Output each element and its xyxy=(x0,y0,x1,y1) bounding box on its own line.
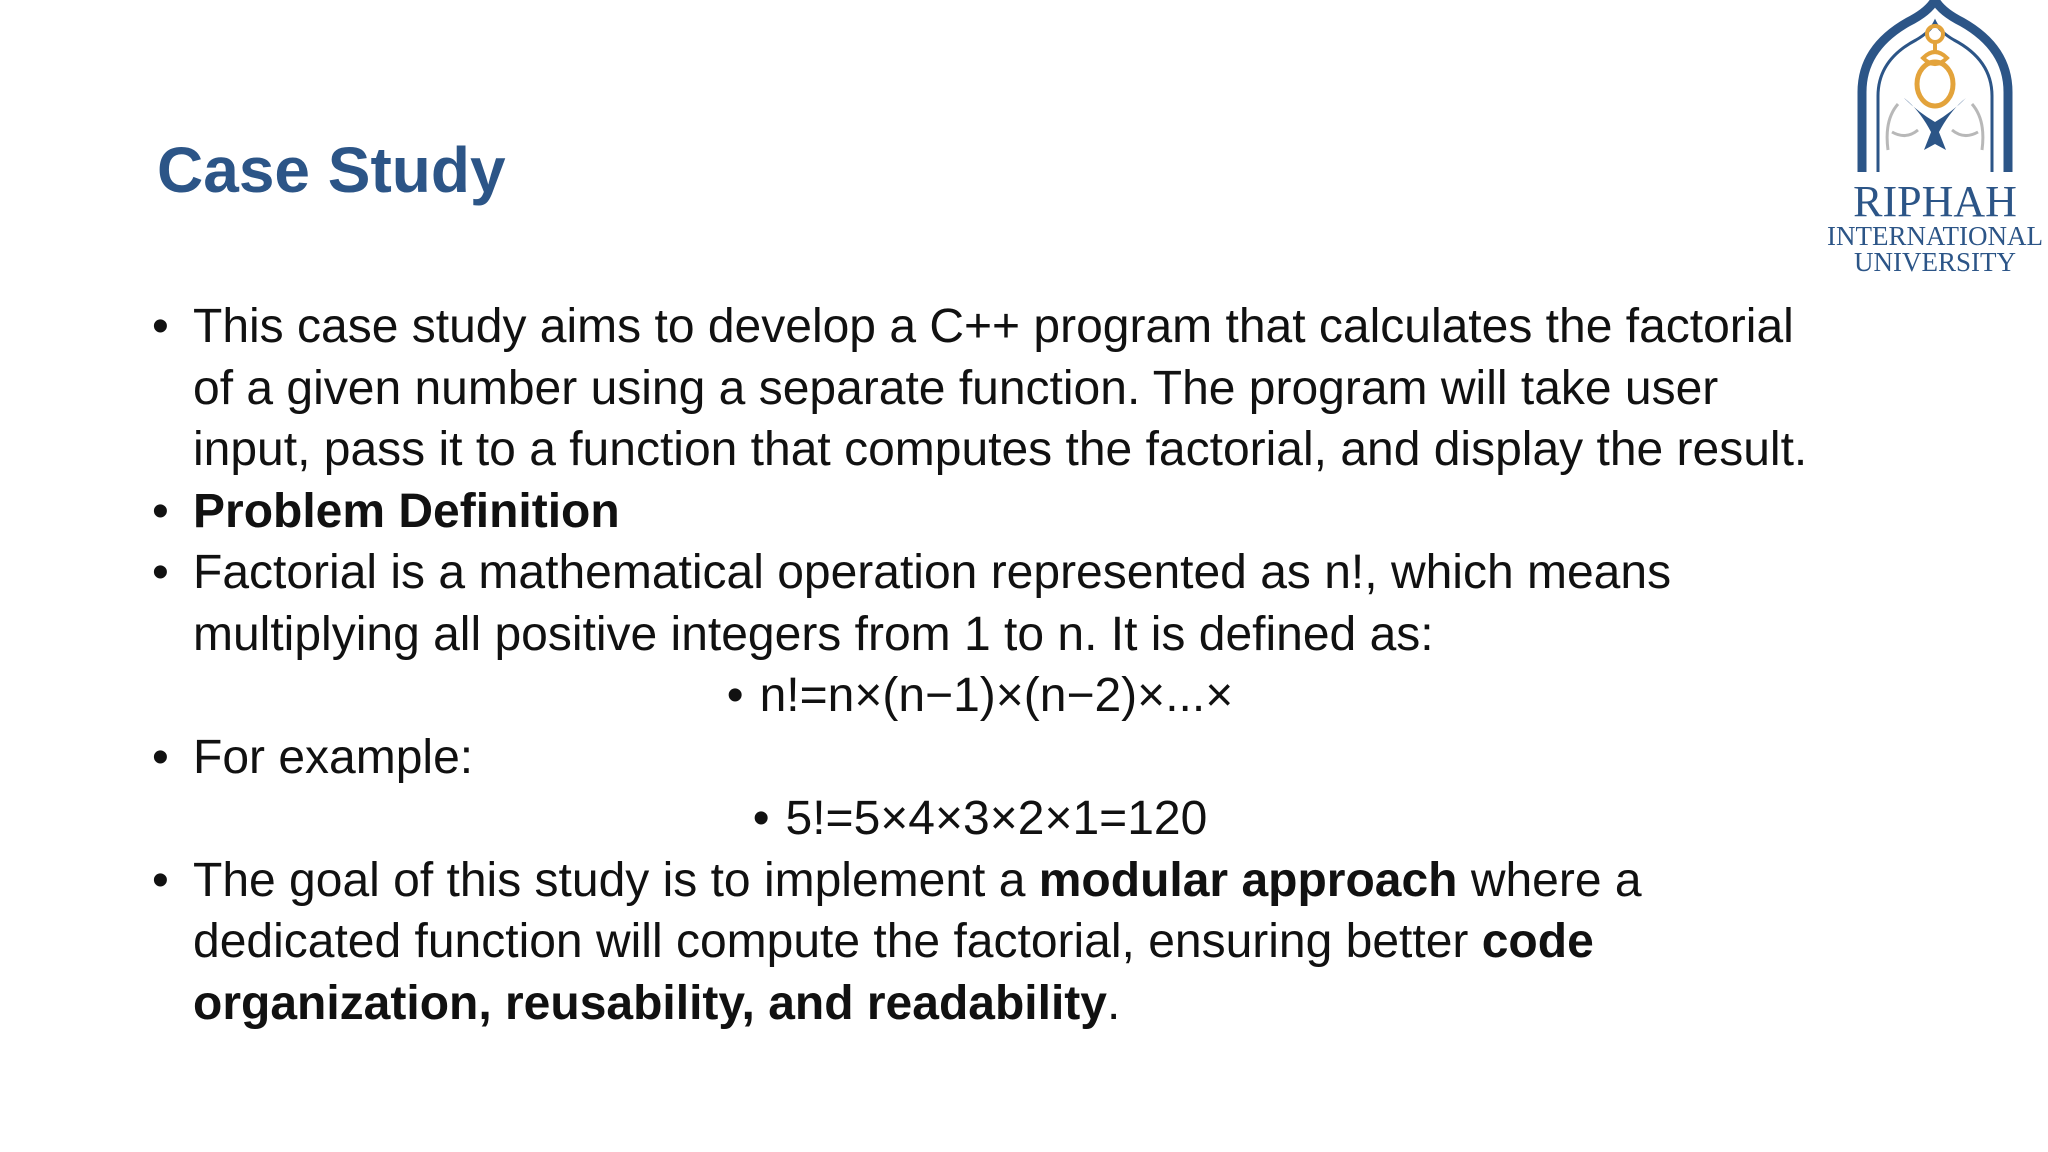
slide-title: Case Study xyxy=(157,134,506,206)
goal-bold-benefits: code organization, reusability, and readability xyxy=(193,915,1594,1030)
bullet-icon: • xyxy=(152,484,169,538)
list-item-goal xyxy=(150,850,1810,1035)
goal-suffix: . xyxy=(1106,976,1121,1030)
list-item-problem-heading xyxy=(150,481,1810,543)
goal-prefix: The goal of this study is to implement a xyxy=(193,853,1039,907)
bullet-icon: • xyxy=(752,792,770,845)
logo-subtitle-line2: UNIVERSITY xyxy=(1854,247,2016,277)
logo-subtitle-line1: INTERNATIONAL xyxy=(1827,221,2043,251)
bullet-list xyxy=(150,296,1810,1034)
example-label: For example: xyxy=(193,730,474,784)
goal-bold-modular: modular approach xyxy=(1038,853,1458,907)
intro-text: This case study aims to develop a C++ program that calculates the factorial of a given number using a separate function. The program will take user input, pass it to a function that computes the factorial, and display the result. xyxy=(193,300,1808,476)
goal-middle: where a dedicated function will compute the factorial, ensuring better xyxy=(193,853,1642,968)
bullet-icon: • xyxy=(152,546,169,599)
list-item-example-formula xyxy=(150,788,1810,850)
example-formula: 5!=5×4×3×2×1=120 xyxy=(785,792,1208,845)
list-item-example-label xyxy=(150,727,1810,789)
list-item-definition xyxy=(150,542,1810,665)
goal-text xyxy=(193,854,1642,1030)
logo-name: RIPHAH xyxy=(1853,177,2017,226)
logo-emblem-icon xyxy=(1822,0,2048,180)
list-item-formula xyxy=(150,665,1810,727)
problem-heading: Problem Definition xyxy=(193,484,620,538)
university-logo xyxy=(1822,0,2048,280)
bullet-icon: • xyxy=(726,669,744,722)
definition-text: Factorial is a mathematical operation represented as n!, which means multiplying all positive integers from 1 to n. It is defined as: xyxy=(193,546,1672,661)
bullet-icon: • xyxy=(152,300,169,353)
list-item-intro xyxy=(150,296,1810,481)
formula-text: n!=n×(n−1)×(n−2)×...× xyxy=(759,669,1234,722)
bullet-icon: • xyxy=(152,730,169,784)
bullet-icon: • xyxy=(152,853,169,907)
